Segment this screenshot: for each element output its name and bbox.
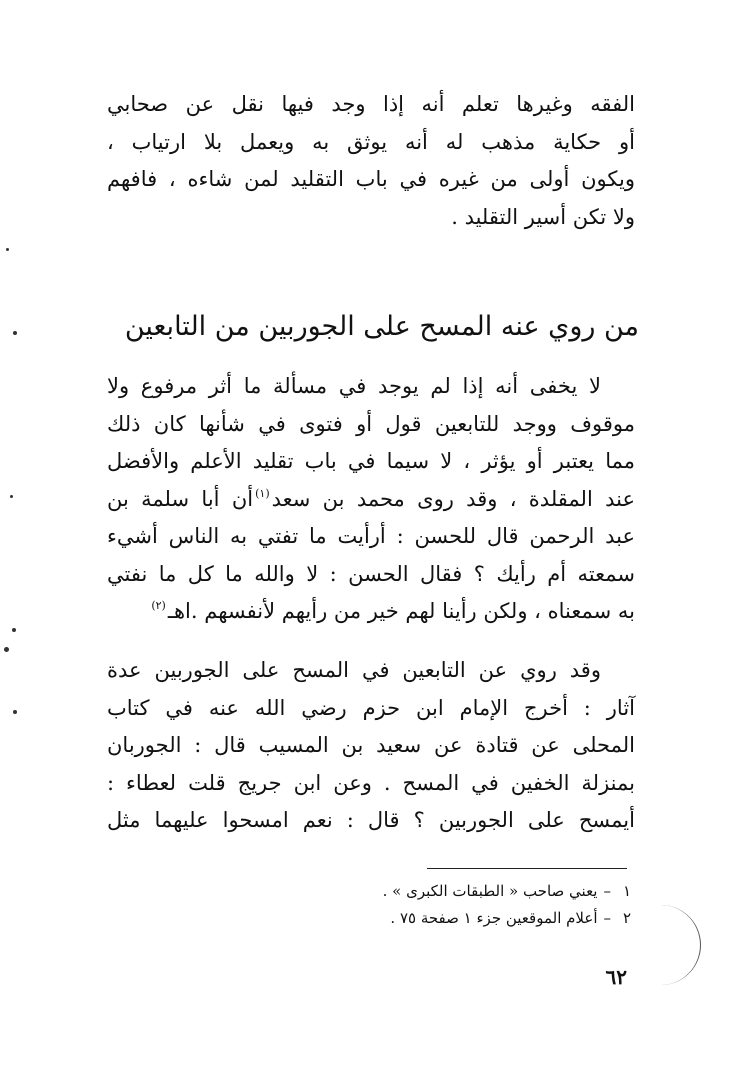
text-line: ولا تكن أسير التقليد .	[451, 204, 635, 229]
text-line: بمنزلة الخفين في المسح . وعن ابن جريج قلت لعطاء :	[107, 770, 635, 795]
footnote-ref-2: (٢)	[151, 599, 166, 613]
scan-speck	[13, 710, 17, 714]
scan-speck	[4, 647, 9, 652]
footnotes	[211, 878, 631, 932]
text-line-with-footnote	[107, 593, 635, 631]
text-line: سمعته أم رأيك ؟ فقال الحسن : لا والله ما كل ما نفتي	[107, 561, 635, 586]
text-line: المحلى عن قتادة عن سعيد بن المسيب قال : الجوربان	[107, 733, 635, 757]
scan-speck	[10, 495, 13, 498]
page-number: ٦٢	[605, 965, 627, 989]
text-line: وقد روي عن التابعين في المسح على الجوربين عدة	[107, 658, 601, 682]
footnote-number: ٢	[622, 909, 631, 927]
text-line: أيمسح على الجوربين ؟ قال : نعم امسحوا عليهما مثل	[107, 808, 635, 832]
text-line: عبد الرحمن قال للحسن : أرأيت ما تفتي به الناس أشيء	[107, 524, 635, 548]
text-line: أو حكاية مذهب له أنه يوثق به ويعمل بلا ارتياب ،	[107, 129, 635, 154]
line-start: عند المقلدة ، وقد روى محمد بن سعد	[271, 486, 635, 511]
scan-speck	[6, 248, 9, 251]
footnote-text: يعني صاحب « الطبقات الكبرى » .	[382, 882, 598, 900]
footnote-dash: –	[603, 882, 611, 900]
text-line-with-footnote	[107, 481, 635, 519]
text-line: ويكون أولى من غيره في باب التقليد لمن شاءه ، فافهم	[107, 167, 635, 191]
text-line: موقوف ووجد للتابعين قول أو فتوى في شأنها كان ذلك	[107, 411, 635, 436]
paragraph-tabiin-fatwa	[107, 368, 635, 631]
section-heading: من روي عنه المسح على الجوربين من التابعين	[124, 311, 639, 342]
scan-speck	[13, 331, 17, 335]
footnote-dash: –	[603, 909, 611, 927]
footnote-divider	[427, 868, 627, 869]
line-end: أن أبا سلمة بن	[107, 486, 254, 511]
paragraph-continuation	[107, 86, 635, 236]
text-line: لا يخفى أنه إذا لم يوجد في مسألة ما أثر مرفوع ولا	[107, 374, 601, 398]
footnote-1	[211, 878, 631, 905]
line-text: به سمعناه ، ولكن رأينا لهم خير من رأيهم لأنفسهم .اهـ	[167, 599, 635, 623]
text-line: مما يعتبر أو يؤثر ، لا سيما في باب تقليد الأعلم والأفضل	[107, 449, 635, 473]
text-line: الفقه وغيرها تعلم أنه إذا وجد فيها نقل عن صحابي	[107, 92, 635, 116]
footnote-number: ١	[622, 882, 631, 900]
footnote-ref-1: (١)	[255, 486, 270, 500]
scan-speck	[12, 628, 16, 632]
footnote-text: أعلام الموقعين جزء ١ صفحة ٧٥ .	[390, 909, 598, 927]
scan-margin-arc	[660, 905, 701, 985]
paragraph-athar	[107, 652, 635, 840]
footnote-2	[211, 905, 631, 932]
text-line: آثار : أخرج الإمام ابن حزم رضي الله عنه في كتاب	[107, 695, 635, 720]
